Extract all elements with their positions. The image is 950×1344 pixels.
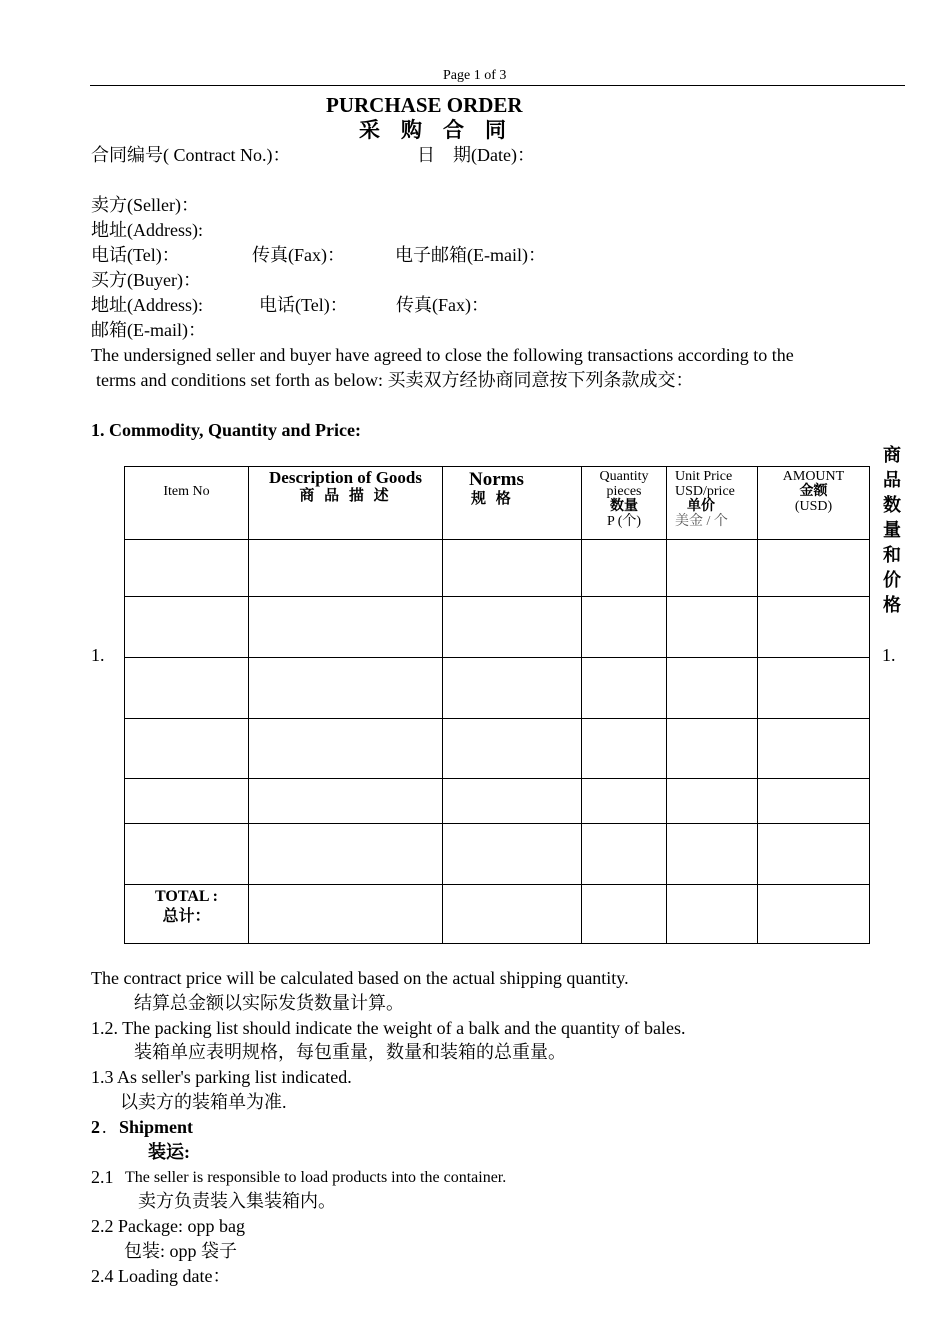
seller-tel-label: 电话(Tel)：: [91, 245, 180, 265]
buyer-email-label: 邮箱(E-mail)：: [91, 320, 206, 340]
table-cell[interactable]: [125, 540, 249, 597]
total-label-en: TOTAL :: [155, 888, 218, 905]
note-2-4-en: 2.4 Loading date：: [91, 1266, 231, 1286]
header-unit-price: [667, 467, 758, 540]
header-amount: [758, 467, 870, 540]
table-cell[interactable]: [249, 597, 443, 658]
header-description: [249, 467, 443, 540]
table-row: [125, 597, 870, 658]
table-cell[interactable]: [249, 658, 443, 719]
table-cell[interactable]: [443, 719, 582, 779]
section1-left-marker: 1.: [91, 645, 105, 665]
table-cell[interactable]: [758, 885, 870, 944]
section2-heading: Shipment: [119, 1117, 194, 1137]
goods-table: [124, 466, 870, 944]
table-cell[interactable]: [443, 885, 582, 944]
section2-num: 2: [91, 1117, 100, 1137]
table-row: [125, 824, 870, 885]
note-2-1-cn: 卖方负责装入集装箱内。: [138, 1191, 336, 1211]
intro-line-2: terms and conditions set forth as below: 买卖双方经协商同意按下列条款成交：: [96, 370, 694, 390]
table-cell[interactable]: [125, 824, 249, 885]
note-1-2-en: 1.2. The packing list should indicate the weight of a balk and the quantity of bales.: [91, 1018, 686, 1038]
buyer-label: 买方(Buyer)：: [91, 270, 201, 290]
price-note-cn: 结算总金额以实际发货数量计算。: [134, 993, 404, 1013]
note-2-2-cn: 包装: opp 袋子: [124, 1241, 238, 1261]
table-cell[interactable]: [758, 824, 870, 885]
page-indicator: Page 1 of 3: [443, 68, 507, 83]
table-cell[interactable]: [582, 597, 667, 658]
price-note-en: The contract price will be calculated based on the actual shipping quantity.: [91, 968, 629, 988]
table-cell[interactable]: [443, 824, 582, 885]
total-label-cn: 总计：: [162, 908, 211, 925]
intro-line-1: The undersigned seller and buyer have agreed to close the following transactions according to the: [91, 345, 794, 365]
table-cell[interactable]: [667, 824, 758, 885]
table-cell[interactable]: [758, 540, 870, 597]
table-cell[interactable]: [667, 540, 758, 597]
section1-heading: 1. Commodity, Quantity and Price:: [91, 420, 361, 440]
note-2-1-en: The seller is responsible to load products into the container.: [125, 1169, 507, 1186]
note-1-2-cn: 装箱单应表明规格，每包重量，数量和装箱的总重量。: [134, 1042, 566, 1062]
table-cell[interactable]: [758, 719, 870, 779]
table-cell[interactable]: [582, 824, 667, 885]
header-description-en: Description of Goods: [269, 468, 422, 487]
buyer-tel-label: 电话(Tel)：: [259, 295, 348, 315]
title-cn: 采 购 合 同: [359, 118, 506, 142]
header-divider: [90, 85, 905, 86]
header-quantity-line1: Quantity: [599, 469, 649, 484]
table-cell[interactable]: [125, 658, 249, 719]
table-cell[interactable]: [667, 885, 758, 944]
table-cell[interactable]: [758, 658, 870, 719]
note-1-3-cn: 以卖方的装箱单为准.: [120, 1092, 287, 1112]
table-cell[interactable]: [582, 779, 667, 824]
header-description-cn: 商 品 描 述: [299, 488, 392, 504]
table-cell[interactable]: [582, 719, 667, 779]
table-cell[interactable]: [249, 779, 443, 824]
table-cell[interactable]: [125, 779, 249, 824]
side-cn-char: 格: [883, 595, 901, 615]
table-row: [125, 779, 870, 824]
table-cell[interactable]: [443, 658, 582, 719]
side-cn-char: 品: [883, 470, 901, 490]
date-label: 日 期(Date)：: [417, 145, 535, 165]
contract-no-label: 合同编号( Contract No.)：: [91, 145, 291, 165]
table-cell[interactable]: [667, 597, 758, 658]
table-cell[interactable]: [667, 658, 758, 719]
header-norms: [443, 467, 582, 540]
table-cell[interactable]: [249, 824, 443, 885]
header-norms-en: Norms: [469, 469, 524, 490]
note-1-3-en: 1.3 As seller's parking list indicated.: [91, 1067, 352, 1087]
section2-heading-cn: 装运:: [148, 1142, 190, 1162]
title-en: PURCHASE ORDER: [326, 93, 523, 117]
table-cell[interactable]: [249, 540, 443, 597]
table-cell[interactable]: [758, 779, 870, 824]
header-quantity-line2: pieces: [606, 484, 642, 499]
seller-fax-label: 传真(Fax)：: [252, 245, 345, 265]
header-amount-line1: AMOUNT: [782, 469, 845, 484]
buyer-fax-label: 传真(Fax)：: [396, 295, 489, 315]
section1-right-marker: 1.: [882, 645, 896, 665]
header-quantity-line3: 数量: [610, 499, 638, 514]
table-cell[interactable]: [582, 540, 667, 597]
side-cn-char: 价: [883, 570, 901, 590]
table-header-row: [125, 467, 870, 540]
table-cell[interactable]: [667, 779, 758, 824]
table-row: [125, 540, 870, 597]
seller-email-label: 电子邮箱(E-mail)：: [395, 245, 546, 265]
table-row: [125, 658, 870, 719]
section2-dot: .: [102, 1117, 107, 1137]
table-cell[interactable]: [667, 719, 758, 779]
table-cell[interactable]: [249, 719, 443, 779]
header-quantity: [582, 467, 667, 540]
table-cell[interactable]: [125, 597, 249, 658]
header-amount-line3: (USD): [794, 499, 833, 514]
header-unit-price-line3: 单价: [687, 499, 715, 514]
header-amount-line2: 金额: [799, 484, 828, 499]
header-quantity-line4: P (个): [606, 514, 642, 529]
side-cn-char: 数: [883, 495, 901, 515]
table-cell[interactable]: [443, 597, 582, 658]
note-2-2-en: 2.2 Package: opp bag: [91, 1216, 245, 1236]
total-label-cell: [125, 885, 249, 944]
table-cell[interactable]: [249, 885, 443, 944]
table-cell[interactable]: [582, 885, 667, 944]
table-row: [125, 719, 870, 779]
side-cn-char: 和: [883, 545, 901, 565]
seller-address-label: 地址(Address):: [91, 220, 203, 240]
note-2-1-num: 2.1: [91, 1167, 114, 1187]
header-unit-price-line4: 美金 / 个: [675, 514, 728, 529]
header-unit-price-line1: Unit Price: [675, 469, 733, 484]
table-cell[interactable]: [443, 779, 582, 824]
seller-label: 卖方(Seller)：: [91, 195, 199, 215]
side-cn-char: 量: [883, 520, 901, 540]
buyer-address-label: 地址(Address):: [91, 295, 203, 315]
table-total-row: [125, 885, 870, 944]
side-cn-char: 商: [883, 445, 901, 465]
table-cell[interactable]: [125, 719, 249, 779]
table-cell[interactable]: [443, 540, 582, 597]
table-cell[interactable]: [582, 658, 667, 719]
header-unit-price-line2: USD/price: [675, 484, 735, 499]
header-norms-cn: 规 格: [471, 491, 514, 507]
header-item-no: Item No: [125, 467, 249, 540]
table-cell[interactable]: [758, 597, 870, 658]
